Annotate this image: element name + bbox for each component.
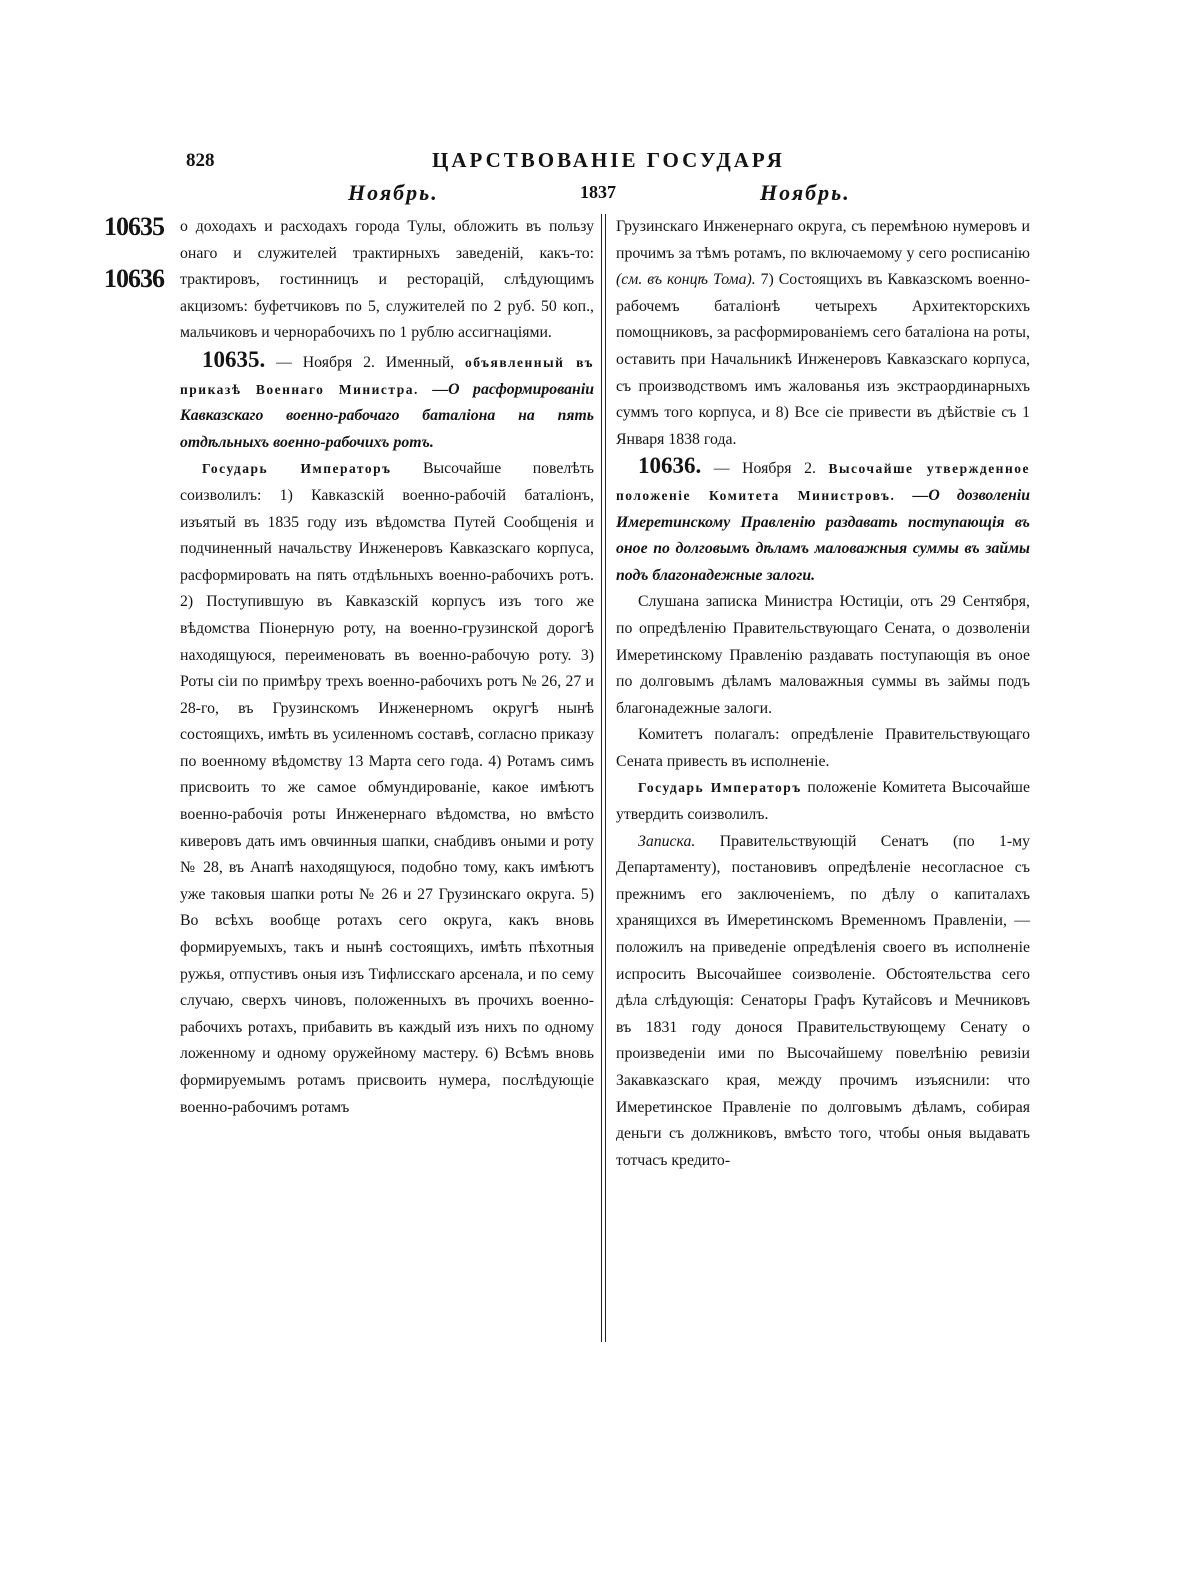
right-column (616, 214, 1030, 1174)
year: 1837 (580, 182, 616, 202)
paragraph-text: Высочайше повелѣть соизволилъ: 1) Кавказскій военно-рабочій баталіонъ, изъятый въ 1835 году изъ вѣдомства Путей Сообщенія и подчиненный начальству Инженеровъ Кавказскаго корпуса, расформировать на пять отдѣльныхъ военно-рабочихъ ротъ. 2) Поступившую въ Кавказскій корпусъ изъ того же вѣдомства Піонерную роту, на военно-грузинской дорогѣ находящуюся, переименовать въ военно-рабочую роту. 3) Роты сіи по примѣру трехъ военно-рабочихъ ротъ № 26, 27 и 28-го, въ Грузинскомъ Инженерномъ округѣ нынѣ состоящихъ, имѣть въ усиленномъ составѣ, согласно приказу по военному вѣдомству 13 Марта сего года. 4) Ротамъ симъ присвоить то же самое обмундированіе, какое имѣютъ военно-рабочія роты Инженернаго вѣдомства, но вмѣсто киверовъ дать имъ овчинныя шапки, снабдивъ оными и роту № 28, въ Анапѣ находящуюся, подобно тому, какъ имѣютъ уже таковыя шапки роты № 26 и 27 Грузинскаго округа. 5) Во всѣхъ вообще ротахъ сего округа, какъ вновь формируемыхъ, такъ и нынѣ состоящихъ, имѣть пѣхотныя ружья, отпустивъ оныя изъ Тифлисскаго арсенала, и по сему случаю, сверхъ чиновъ, положенныхъ въ прочихъ военно-рабочихъ ротахъ, прибавить въ каждый изъ нихъ по одному ложенному и одному оружейному мастеру. 6) Всѣмъ вновь формируемымъ ротамъ присвоить нумера, послѣдующіе военно-рабочимъ ротамъ (180, 460, 594, 1116)
entry-date: — Ноября 2. (713, 460, 816, 478)
entry-heading (180, 347, 594, 456)
paragraph-text: 7) Состоящихъ въ Кавказскомъ военно-рабочемъ баталіонѣ четырехъ Архитекторскихъ помощниковъ, за расформированіемъ сего баталіона на роты, оставить при Начальникѣ Инженеровъ Кавказскаго корпуса, съ производствомъ имъ жалованья изъ экстраординарныхъ суммъ того корпуса, и 8) Все сіе привести въ дѣйствіе съ 1 Января 1838 года. (616, 271, 1031, 448)
entry-type: объявленный въ приказѣ Военнаго Министра. (180, 354, 594, 397)
paragraph-text: Грузинскаго Инженернаго округа, съ перемѣною нумеровъ и прочимъ за тѣмъ ротамъ, по включаемому у сего росписанію (616, 218, 1030, 262)
emperor-lead: Государь Императоръ (202, 461, 392, 477)
paragraph (616, 214, 1030, 453)
paragraph-text: Правительствующій Сенатъ (по 1-му Департаменту), постановивъ опредѣленіе несогласное съ прежнимъ его заключеніемъ, по дѣлу о капиталахъ хранящихся въ Имеретинскомъ Временномъ Правленіи, — положилъ на приведеніе опредѣленія своего въ исполненіе испросить Высочайшее соизволеніе. Обстоятельства сего дѣла слѣдующія: Сенаторы Графъ Кутайсовъ и Мечниковъ въ 1831 году донося Правительствующему Сенату о произведеніи ими по Высочайшему повелѣнію ревизіи Закавказскаго края, между прочимъ изъяснили: что Имеретинское Правленіе по долговымъ дѣламъ, собирая деньги съ должниковъ, вмѣсто того, чтобы оныя выдавать тотчасъ кредито- (616, 832, 1030, 1169)
margin-number-10636: 10636 (104, 264, 164, 293)
paragraph (616, 775, 1030, 828)
left-column (180, 214, 594, 1121)
note-lead: Записка. (638, 832, 696, 850)
entry-heading (616, 453, 1030, 589)
paragraph: Слушана записка Министра Юстиціи, отъ 29 Сентября, по опредѣленію Правительствующаго Сената, о дозволеніи Имеретинскому Правленію раздавать поступающія въ оное по долговымъ дѣламъ маловажныя суммы въ займы подъ благонадежные залоги. (616, 593, 1030, 717)
margin-number-10635: 10635 (104, 212, 164, 241)
emperor-lead: Государь Императоръ (638, 780, 802, 796)
paragraph: Комитетъ полагалъ: опредѣленіе Правительствующаго Сената привесть въ исполненіе. (616, 726, 1030, 770)
entry-title: —О дозволеніи Имеретинскому Правленію раздавать поступающія въ оное по долговымъ дѣламъ маловажныя суммы въ займы подъ благонадежные залоги. (616, 486, 1030, 584)
reference: (см. въ концѣ Тома). (616, 271, 756, 289)
entry-title: —О расформированіи Кавказскаго военно-рабочаго баталіона на пять отдѣльныхъ военно-рабочихъ ротъ. (180, 380, 594, 451)
month-right: Ноябрь. (760, 180, 851, 205)
entry-number: 10636. (638, 453, 702, 479)
running-title: ЦАРСТВОВАНІЕ ГОСУДАРЯ (432, 148, 785, 172)
paragraph (616, 829, 1030, 1175)
paragraph-text: положеніе Комитета Высочайше утвердить соизволилъ. (616, 779, 1030, 824)
page-number: 828 (186, 150, 215, 171)
column-divider (601, 214, 606, 1342)
entry-number: 10635. (202, 346, 266, 372)
entry-date: — Ноября 2. Именный, (276, 353, 455, 371)
month-left: Ноябрь. (348, 180, 439, 205)
entry-type: Высочайше утвержденное положеніе Комитета Министровъ. (616, 461, 1030, 503)
paragraph: о доходахъ и расходахъ города Тулы, обложить въ пользу онаго и служителей трактирныхъ заведеній, какъ-то: трактировъ, гостинницъ и ресторацій, слѣдующимъ акцизомъ: буфетчиковъ по 5, служителей по 2 руб. 50 коп., мальчиковъ и чернорабочихъ по 1 рублю ассигнаціями. (180, 218, 594, 342)
paragraph (180, 456, 594, 1121)
